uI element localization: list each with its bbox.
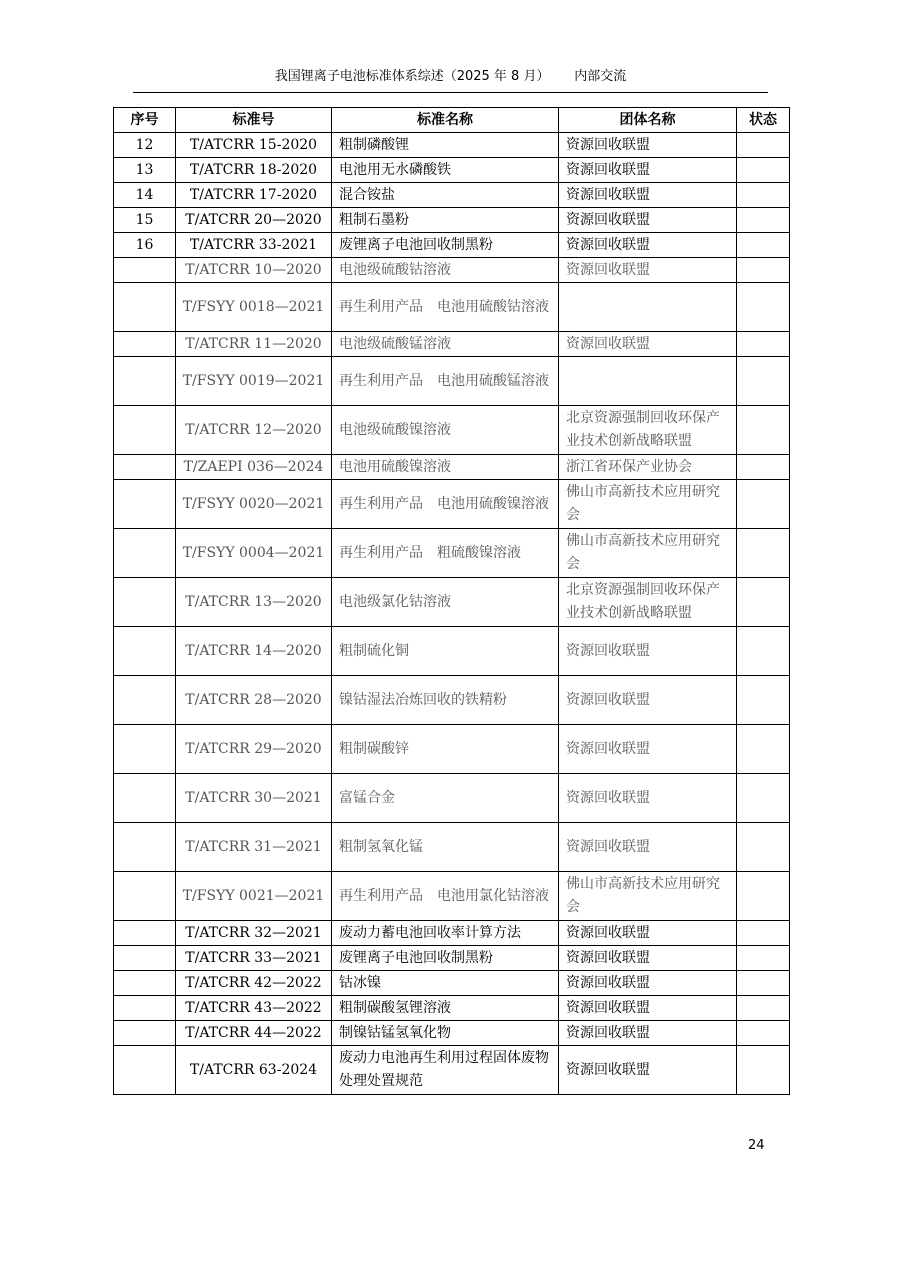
standard-name: 电池级硫酸镍溶液 bbox=[332, 406, 559, 455]
standard-name: 粗制磷酸锂 bbox=[332, 133, 559, 158]
table-row bbox=[114, 996, 790, 1021]
organization-name: 资源回收联盟 bbox=[559, 1046, 737, 1095]
organization-name: 资源回收联盟 bbox=[559, 823, 737, 872]
table-row bbox=[114, 233, 790, 258]
standard-code: T/ATCRR 13—2020 bbox=[176, 578, 332, 627]
organization-name: 北京资源强制回收环保产业技术创新战略联盟 bbox=[559, 578, 737, 627]
status-cell bbox=[737, 971, 790, 996]
status-cell bbox=[737, 823, 790, 872]
organization-name: 资源回收联盟 bbox=[559, 774, 737, 823]
table-row bbox=[114, 406, 790, 455]
standards-table bbox=[113, 107, 790, 1095]
row-number bbox=[114, 627, 176, 676]
table-row bbox=[114, 1046, 790, 1095]
standard-code: T/ATCRR 12—2020 bbox=[176, 406, 332, 455]
standard-name: 粗制石墨粉 bbox=[332, 208, 559, 233]
table-row bbox=[114, 774, 790, 823]
standard-name: 再生利用产品 电池用硫酸钴溶液 bbox=[332, 283, 559, 332]
table-header-row bbox=[114, 108, 790, 133]
standard-name: 粗制硫化铜 bbox=[332, 627, 559, 676]
table-row bbox=[114, 971, 790, 996]
row-number: 14 bbox=[114, 183, 176, 208]
standard-name: 再生利用产品 电池用硫酸锰溶液 bbox=[332, 357, 559, 406]
table-row bbox=[114, 158, 790, 183]
status-cell bbox=[737, 921, 790, 946]
row-number bbox=[114, 455, 176, 480]
standard-code: T/FSYY 0004—2021 bbox=[176, 529, 332, 578]
organization-name: 资源回收联盟 bbox=[559, 332, 737, 357]
status-cell bbox=[737, 158, 790, 183]
table-row bbox=[114, 823, 790, 872]
table-row bbox=[114, 455, 790, 480]
organization-name: 资源回收联盟 bbox=[559, 183, 737, 208]
row-number bbox=[114, 996, 176, 1021]
standard-name: 电池用硫酸镍溶液 bbox=[332, 455, 559, 480]
standard-code: T/FSYY 0018—2021 bbox=[176, 283, 332, 332]
standard-code: T/ATCRR 11—2020 bbox=[176, 332, 332, 357]
running-header bbox=[133, 66, 768, 93]
table-row bbox=[114, 258, 790, 283]
standard-code: T/ATCRR 32—2021 bbox=[176, 921, 332, 946]
row-number: 13 bbox=[114, 158, 176, 183]
row-number bbox=[114, 258, 176, 283]
row-number bbox=[114, 283, 176, 332]
organization-name bbox=[559, 283, 737, 332]
status-cell bbox=[737, 332, 790, 357]
table-row bbox=[114, 1021, 790, 1046]
row-number bbox=[114, 774, 176, 823]
table-body bbox=[114, 133, 790, 1095]
table-row bbox=[114, 133, 790, 158]
table-row bbox=[114, 357, 790, 406]
row-number bbox=[114, 921, 176, 946]
column-header-org: 团体名称 bbox=[559, 108, 737, 133]
organization-name: 佛山市高新技术应用研究会 bbox=[559, 872, 737, 921]
standard-code: T/FSYY 0021—2021 bbox=[176, 872, 332, 921]
standard-code: T/ATCRR 18-2020 bbox=[176, 158, 332, 183]
document-title: 我国锂离子电池标准体系综述（2025 年 8 月） bbox=[274, 69, 550, 84]
standard-code: T/ATCRR 63-2024 bbox=[176, 1046, 332, 1095]
standard-code: T/ATCRR 28—2020 bbox=[176, 676, 332, 725]
standard-name: 再生利用产品 电池用氯化钴溶液 bbox=[332, 872, 559, 921]
table-row bbox=[114, 183, 790, 208]
standard-code: T/FSYY 0019—2021 bbox=[176, 357, 332, 406]
status-cell bbox=[737, 406, 790, 455]
organization-name: 佛山市高新技术应用研究会 bbox=[559, 529, 737, 578]
status-cell bbox=[737, 283, 790, 332]
organization-name: 资源回收联盟 bbox=[559, 996, 737, 1021]
standard-code: T/FSYY 0020—2021 bbox=[176, 480, 332, 529]
row-number bbox=[114, 578, 176, 627]
table-row bbox=[114, 725, 790, 774]
standard-code: T/ATCRR 31—2021 bbox=[176, 823, 332, 872]
status-cell bbox=[737, 627, 790, 676]
organization-name: 资源回收联盟 bbox=[559, 946, 737, 971]
row-number: 15 bbox=[114, 208, 176, 233]
organization-name: 佛山市高新技术应用研究会 bbox=[559, 480, 737, 529]
standard-code: T/ATCRR 33—2021 bbox=[176, 946, 332, 971]
table-row bbox=[114, 332, 790, 357]
organization-name: 资源回收联盟 bbox=[559, 233, 737, 258]
table-row bbox=[114, 480, 790, 529]
organization-name: 资源回收联盟 bbox=[559, 133, 737, 158]
standard-code: T/ATCRR 14—2020 bbox=[176, 627, 332, 676]
status-cell bbox=[737, 1046, 790, 1095]
column-header-status: 状态 bbox=[737, 108, 790, 133]
standard-name: 粗制碳酸锌 bbox=[332, 725, 559, 774]
status-cell bbox=[737, 1021, 790, 1046]
standard-code: T/ZAEPI 036—2024 bbox=[176, 455, 332, 480]
standard-code: T/ATCRR 30—2021 bbox=[176, 774, 332, 823]
row-number bbox=[114, 676, 176, 725]
row-number bbox=[114, 823, 176, 872]
status-cell bbox=[737, 258, 790, 283]
row-number bbox=[114, 872, 176, 921]
row-number bbox=[114, 529, 176, 578]
standard-code: T/ATCRR 29—2020 bbox=[176, 725, 332, 774]
organization-name: 资源回收联盟 bbox=[559, 627, 737, 676]
column-header-no: 序号 bbox=[114, 108, 176, 133]
organization-name: 资源回收联盟 bbox=[559, 1021, 737, 1046]
standard-code: T/ATCRR 20—2020 bbox=[176, 208, 332, 233]
standard-code: T/ATCRR 17-2020 bbox=[176, 183, 332, 208]
row-number bbox=[114, 946, 176, 971]
status-cell bbox=[737, 725, 790, 774]
status-cell bbox=[737, 996, 790, 1021]
standard-name: 废锂离子电池回收制黑粉 bbox=[332, 946, 559, 971]
table-row bbox=[114, 921, 790, 946]
table-row bbox=[114, 946, 790, 971]
status-cell bbox=[737, 774, 790, 823]
standard-code: T/ATCRR 33-2021 bbox=[176, 233, 332, 258]
status-cell bbox=[737, 183, 790, 208]
organization-name: 资源回收联盟 bbox=[559, 971, 737, 996]
organization-name: 资源回收联盟 bbox=[559, 208, 737, 233]
standard-name: 电池用无水磷酸铁 bbox=[332, 158, 559, 183]
row-number: 12 bbox=[114, 133, 176, 158]
column-header-name: 标准名称 bbox=[332, 108, 559, 133]
table-row bbox=[114, 578, 790, 627]
status-cell bbox=[737, 946, 790, 971]
standard-name: 再生利用产品 粗硫酸镍溶液 bbox=[332, 529, 559, 578]
status-cell bbox=[737, 529, 790, 578]
row-number: 16 bbox=[114, 233, 176, 258]
status-cell bbox=[737, 455, 790, 480]
row-number bbox=[114, 480, 176, 529]
standard-code: T/ATCRR 10—2020 bbox=[176, 258, 332, 283]
standard-name: 制镍钴锰氢氧化物 bbox=[332, 1021, 559, 1046]
row-number bbox=[114, 1021, 176, 1046]
column-header-code: 标准号 bbox=[176, 108, 332, 133]
standard-name: 钴冰镍 bbox=[332, 971, 559, 996]
table-row bbox=[114, 208, 790, 233]
organization-name: 资源回收联盟 bbox=[559, 725, 737, 774]
status-cell bbox=[737, 357, 790, 406]
standard-name: 废动力蓄电池回收率计算方法 bbox=[332, 921, 559, 946]
status-cell bbox=[737, 208, 790, 233]
standard-name: 富锰合金 bbox=[332, 774, 559, 823]
organization-name: 资源回收联盟 bbox=[559, 921, 737, 946]
status-cell bbox=[737, 578, 790, 627]
organization-name: 北京资源强制回收环保产业技术创新战略联盟 bbox=[559, 406, 737, 455]
standard-name: 粗制氢氧化锰 bbox=[332, 823, 559, 872]
standard-name: 电池级硫酸钴溶液 bbox=[332, 258, 559, 283]
standard-name: 再生利用产品 电池用硫酸镍溶液 bbox=[332, 480, 559, 529]
standard-name: 电池级氯化钴溶液 bbox=[332, 578, 559, 627]
standard-code: T/ATCRR 44—2022 bbox=[176, 1021, 332, 1046]
row-number bbox=[114, 332, 176, 357]
standard-name: 电池级硫酸锰溶液 bbox=[332, 332, 559, 357]
standard-code: T/ATCRR 42—2022 bbox=[176, 971, 332, 996]
distribution-tag: 内部交流 bbox=[574, 69, 627, 84]
status-cell bbox=[737, 872, 790, 921]
status-cell bbox=[737, 133, 790, 158]
standard-name: 废动力电池再生利用过程固体废物处理处置规范 bbox=[332, 1046, 559, 1095]
table-row bbox=[114, 529, 790, 578]
organization-name: 资源回收联盟 bbox=[559, 158, 737, 183]
organization-name: 浙江省环保产业协会 bbox=[559, 455, 737, 480]
table-row bbox=[114, 676, 790, 725]
page-number: 24 bbox=[748, 1138, 765, 1153]
row-number bbox=[114, 725, 176, 774]
organization-name bbox=[559, 357, 737, 406]
status-cell bbox=[737, 676, 790, 725]
table-row bbox=[114, 627, 790, 676]
standard-name: 镍钴湿法冶炼回收的铁精粉 bbox=[332, 676, 559, 725]
row-number bbox=[114, 357, 176, 406]
standard-code: T/ATCRR 43—2022 bbox=[176, 996, 332, 1021]
row-number bbox=[114, 1046, 176, 1095]
standard-code: T/ATCRR 15-2020 bbox=[176, 133, 332, 158]
table-row bbox=[114, 283, 790, 332]
standard-name: 粗制碳酸氢锂溶液 bbox=[332, 996, 559, 1021]
status-cell bbox=[737, 233, 790, 258]
standard-name: 废锂离子电池回收制黑粉 bbox=[332, 233, 559, 258]
organization-name: 资源回收联盟 bbox=[559, 258, 737, 283]
table-row bbox=[114, 872, 790, 921]
row-number bbox=[114, 971, 176, 996]
row-number bbox=[114, 406, 176, 455]
organization-name: 资源回收联盟 bbox=[559, 676, 737, 725]
standard-name: 混合铵盐 bbox=[332, 183, 559, 208]
status-cell bbox=[737, 480, 790, 529]
